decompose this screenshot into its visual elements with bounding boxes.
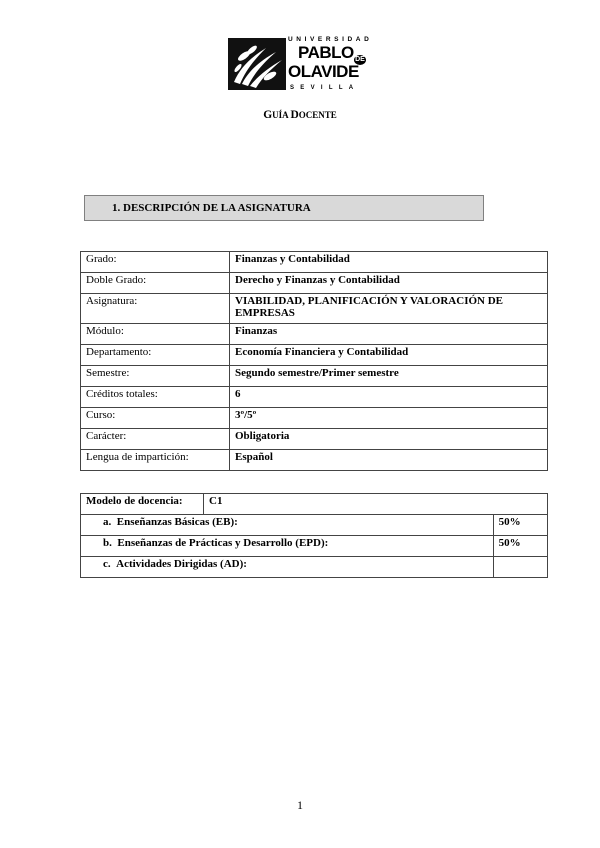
row-label: Departamento: — [81, 345, 230, 366]
title-initial-2: D — [290, 109, 299, 121]
logo-city-text: SEVILLA — [290, 85, 360, 91]
row-label: Semestre: — [81, 366, 230, 387]
row-value: Español — [230, 450, 548, 471]
row-value: 3º/5º — [230, 408, 548, 429]
teaching-model-label: Modelo de docencia: — [81, 494, 204, 515]
row-label: Módulo: — [81, 324, 230, 345]
row-label: Lengua de impartición: — [81, 450, 230, 471]
page-number: 1 — [297, 798, 303, 812]
logo-university-text: UNIVERSIDAD — [288, 36, 373, 43]
table-row — [81, 557, 548, 578]
row-value: Derecho y Finanzas y Contabilidad — [230, 273, 548, 294]
list-marker: a. — [103, 516, 112, 528]
section-number: 1. — [112, 202, 121, 214]
table-row — [81, 450, 548, 471]
logo-wordmark — [288, 36, 378, 96]
logo-brand-line1: PABLO — [298, 43, 354, 62]
table-row — [81, 387, 548, 408]
university-logo — [228, 36, 378, 96]
list-marker: c. — [103, 558, 111, 570]
row-label: Curso: — [81, 408, 230, 429]
teaching-row-label — [81, 515, 494, 536]
table-row — [81, 536, 548, 557]
teaching-row-value: 50% — [493, 536, 547, 557]
row-label: Asignatura: — [81, 294, 230, 324]
title-rest-2: OCENTE — [298, 110, 337, 120]
table-row — [81, 273, 548, 294]
laurel-emblem-icon — [228, 38, 286, 90]
table-row — [81, 252, 548, 273]
teaching-row-value: 50% — [493, 515, 547, 536]
row-value: 6 — [230, 387, 548, 408]
section-heading — [84, 195, 484, 221]
logo-brand-line2: OLAVIDE — [288, 62, 359, 81]
table-row — [81, 408, 548, 429]
teaching-model-value: C1 — [204, 494, 548, 515]
row-value: Segundo semestre/Primer semestre — [230, 366, 548, 387]
teaching-row-value — [493, 557, 547, 578]
table-row — [81, 294, 548, 324]
row-label: Doble Grado: — [81, 273, 230, 294]
table-row — [81, 324, 548, 345]
row-value: Finanzas y Contabilidad — [230, 252, 548, 273]
row-label: Créditos totales: — [81, 387, 230, 408]
row-value: Obligatoria — [230, 429, 548, 450]
table-row — [81, 494, 548, 515]
teaching-model-table — [80, 493, 548, 578]
row-value: Finanzas — [230, 324, 548, 345]
table-row — [81, 429, 548, 450]
title-rest-1: UÍA — [272, 110, 291, 120]
section-title: DESCRIPCIÓN DE LA ASIGNATURA — [123, 202, 311, 214]
row-label: Carácter: — [81, 429, 230, 450]
list-label: Actividades Dirigidas (AD): — [116, 558, 247, 570]
table-row — [81, 366, 548, 387]
list-marker: b. — [103, 537, 112, 549]
list-label: Enseñanzas de Prácticas y Desarrollo (EPD): — [117, 537, 329, 549]
list-label: Enseñanzas Básicas (EB): — [116, 516, 238, 528]
table-row — [81, 515, 548, 536]
row-label: Grado: — [81, 252, 230, 273]
table-row — [81, 345, 548, 366]
subject-info-table — [80, 251, 548, 471]
teaching-row-label — [81, 557, 494, 578]
page-title — [0, 109, 600, 121]
row-value: VIABILIDAD, PLANIFICACIÓN Y VALORACIÓN DE EMPRESAS — [230, 294, 548, 324]
logo-brand-de: DE — [355, 56, 365, 63]
title-initial-1: G — [263, 109, 273, 121]
row-value: Economía Financiera y Contabilidad — [230, 345, 548, 366]
teaching-row-label — [81, 536, 494, 557]
